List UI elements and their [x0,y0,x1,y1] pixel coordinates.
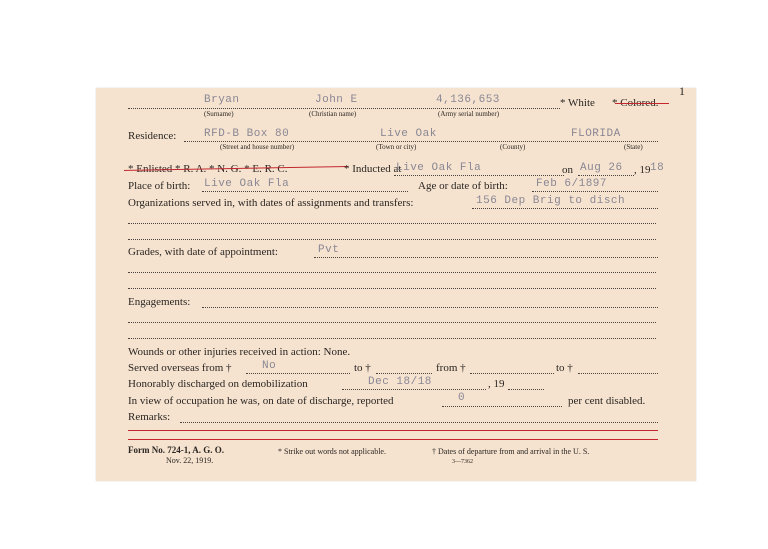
residence-line [184,141,658,142]
label-christian-name: (Christian name) [309,110,357,118]
residence-street: RFD-B Box 80 [204,128,290,140]
corner-mark: 1 [679,84,685,98]
grades-line [314,257,658,258]
grades-rule-1 [128,272,656,273]
engagements-rule-1 [128,322,656,323]
date-line [578,175,634,176]
overseas-from-line-2 [470,373,554,374]
label-county: (County) [500,143,526,151]
red-rule-2 [128,439,658,440]
birth-date-label: Age or date of birth: [418,180,508,192]
discharge-line [342,389,486,390]
occupation-label: In view of occupation he was, on date of discharge, reported [128,395,394,407]
residence-town: Live Oak [380,128,437,140]
overseas-to-line-1 [376,373,432,374]
discharge-year: , 19 [488,378,505,390]
on-label: on [562,164,573,176]
organizations-value: 156 Dep Brig to disch [476,195,626,207]
engagements-label: Engagements: [128,296,191,308]
race-white: * White [560,97,595,109]
dates-note: † Dates of departure from and arrival in the U. S. [432,447,590,456]
inducted-place: Live Oak Fla [396,162,482,174]
strike-note: * Strike out words not applicable. [278,447,386,456]
organizations-rule-2 [128,239,656,240]
enlisted-struck-text: * Enlisted * R. A. * N. G. * E. R. C. [128,163,288,175]
percent-disabled: per cent disabled. [568,395,646,407]
organizations-line [472,208,658,209]
overseas-from-line [246,373,350,374]
overseas-to-1: to † [354,362,371,374]
discharge-label: Honorably discharged on demobilization [128,378,308,390]
form-code: 3—7362 [452,459,473,465]
grades-value: Pvt [318,244,340,256]
grades-rule-2 [128,288,656,289]
occupation-value: 0 [458,392,466,404]
form-number: Form No. 724-1, A. G. O. [128,445,224,455]
wounds-label: Wounds or other injuries received in action: None. [128,346,351,358]
residence-state: FLORIDA [571,128,621,140]
overseas-label: Served overseas from † [128,362,232,374]
engagements-rule-2 [128,338,656,339]
overseas-from-2: from † [436,362,466,374]
inducted-label: * Inducted at [344,163,402,175]
label-town: (Town or city) [376,143,417,151]
strike-colored [615,103,669,104]
label-surname: (Surname) [204,110,234,118]
inducted-year: 18 [650,162,665,174]
birthplace-line [202,191,408,192]
form-date: Nov. 22, 1919. [166,456,214,465]
organizations-rule-1 [128,223,656,224]
label-state: (State) [624,143,643,151]
discharge-date: Dec 18/18 [368,376,432,388]
organizations-label: Organizations served in, with dates of assignments and transfers: [128,197,414,209]
overseas-value: No [262,360,277,372]
birthplace-label: Place of birth: [128,180,191,192]
engagements-line [202,307,658,308]
christian-name-value: John E [315,94,358,106]
inducted-line [394,175,564,176]
remarks-line [180,422,658,423]
overseas-to-line-2 [578,373,658,374]
birth-date-value: Feb 6/1897 [536,178,608,190]
residence-label: Residence: [128,130,177,142]
serial-number-value: 4,136,653 [436,94,500,106]
remarks-label: Remarks: [128,411,171,423]
service-record-card [96,84,696,481]
race-colored: * Colored. [612,97,659,109]
inducted-date: Aug 26 [580,162,623,174]
birth-date-line [532,191,658,192]
birthplace-value: Live Oak Fla [204,178,290,190]
grades-label: Grades, with date of appointment: [128,246,278,258]
occupation-line [442,406,562,407]
name-line [128,108,560,109]
surname-value: Bryan [204,94,240,106]
label-street: (Street and house number) [220,143,295,151]
discharge-year-line [508,389,544,390]
red-rule-1 [128,430,658,431]
label-serial: (Army serial number) [438,110,500,118]
overseas-to-2: to † [556,362,573,374]
year-prefix: , 19 [634,164,651,176]
